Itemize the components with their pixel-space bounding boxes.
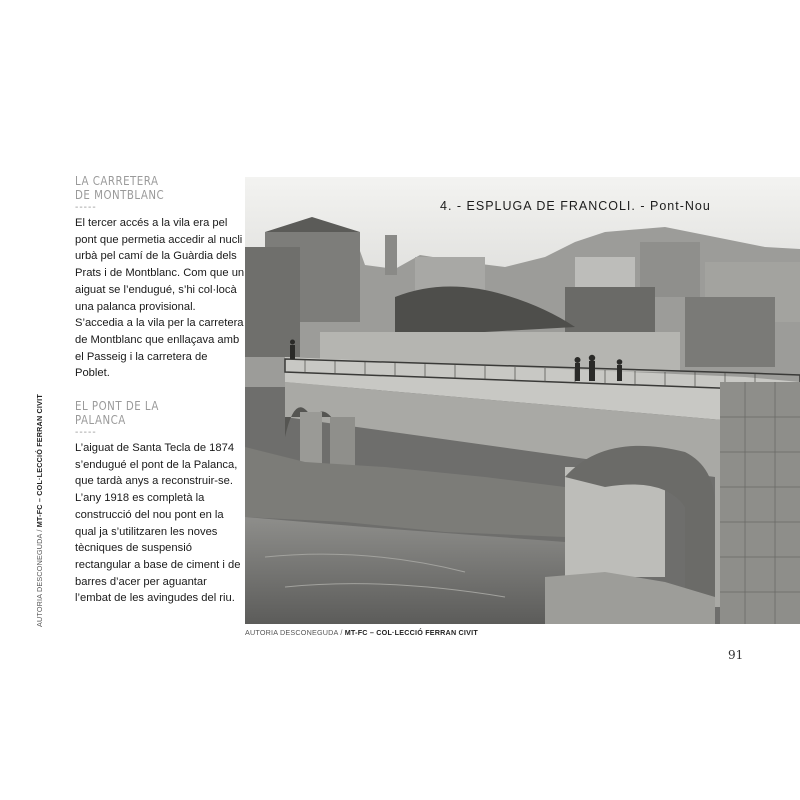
section-heading bbox=[75, 399, 247, 427]
heading-line-1: LA CARRETERA bbox=[75, 173, 159, 188]
heading-dashes: ----- bbox=[75, 427, 97, 439]
heading-line-2: PALANCA bbox=[75, 412, 126, 428]
section-body: El tercer accés a la vila era pel pont que permetia accedir al nucli urbà pel camí de la Guàrdia dels Prats i de Montblanc. Com que un aiguat se l’endugué, s’hi col·locà una palanca provisional. S’accedia a la vila per la carretera de Montblanc que enllaçava amb el Passeig i la carretera de Poblet. bbox=[75, 217, 245, 380]
vertical-photo-credit bbox=[35, 394, 44, 627]
heading-line-2: DE MONTBLANC bbox=[75, 187, 165, 202]
section-carretera-montblanc bbox=[75, 174, 245, 382]
section-heading bbox=[75, 174, 247, 202]
heading-line-1: EL PONT DE LA bbox=[75, 398, 159, 414]
section-body: L’aiguat de Santa Tecla de 1874 s’endugué el pont de la Palanca, que tardà anys a reconstruir-se. L’any 1918 es completà la construcció del nou pont en la qual ja s’utilitzaren les noves tècniques de suspensió rectangular a base de ciment i de barres d’acer per aguantar l’embat de les avingudes del riu. bbox=[75, 442, 241, 605]
section-pont-palanca bbox=[75, 399, 245, 607]
historic-bridge-photo bbox=[245, 177, 800, 624]
bridge-illustration bbox=[245, 177, 800, 624]
photo-credit bbox=[245, 628, 478, 637]
heading-dashes: ----- bbox=[75, 202, 97, 213]
photo-credit-author: AUTORIA DESCONEGUDA / bbox=[245, 628, 343, 637]
vertical-credit-source: MT-FC – COL·LECCIÓ FERRAN CIVIT bbox=[35, 394, 44, 528]
photo-credit-source: MT-FC – COL·LECCIÓ FERRAN CIVIT bbox=[344, 628, 478, 637]
text-column bbox=[75, 174, 245, 607]
vertical-credit-author: AUTORIA DESCONEGUDA / bbox=[35, 529, 44, 627]
page-number: 91 bbox=[728, 648, 744, 662]
photo-caption: 4. - ESPLUGA DE FRANCOLI. - Pont-Nou bbox=[440, 199, 711, 213]
